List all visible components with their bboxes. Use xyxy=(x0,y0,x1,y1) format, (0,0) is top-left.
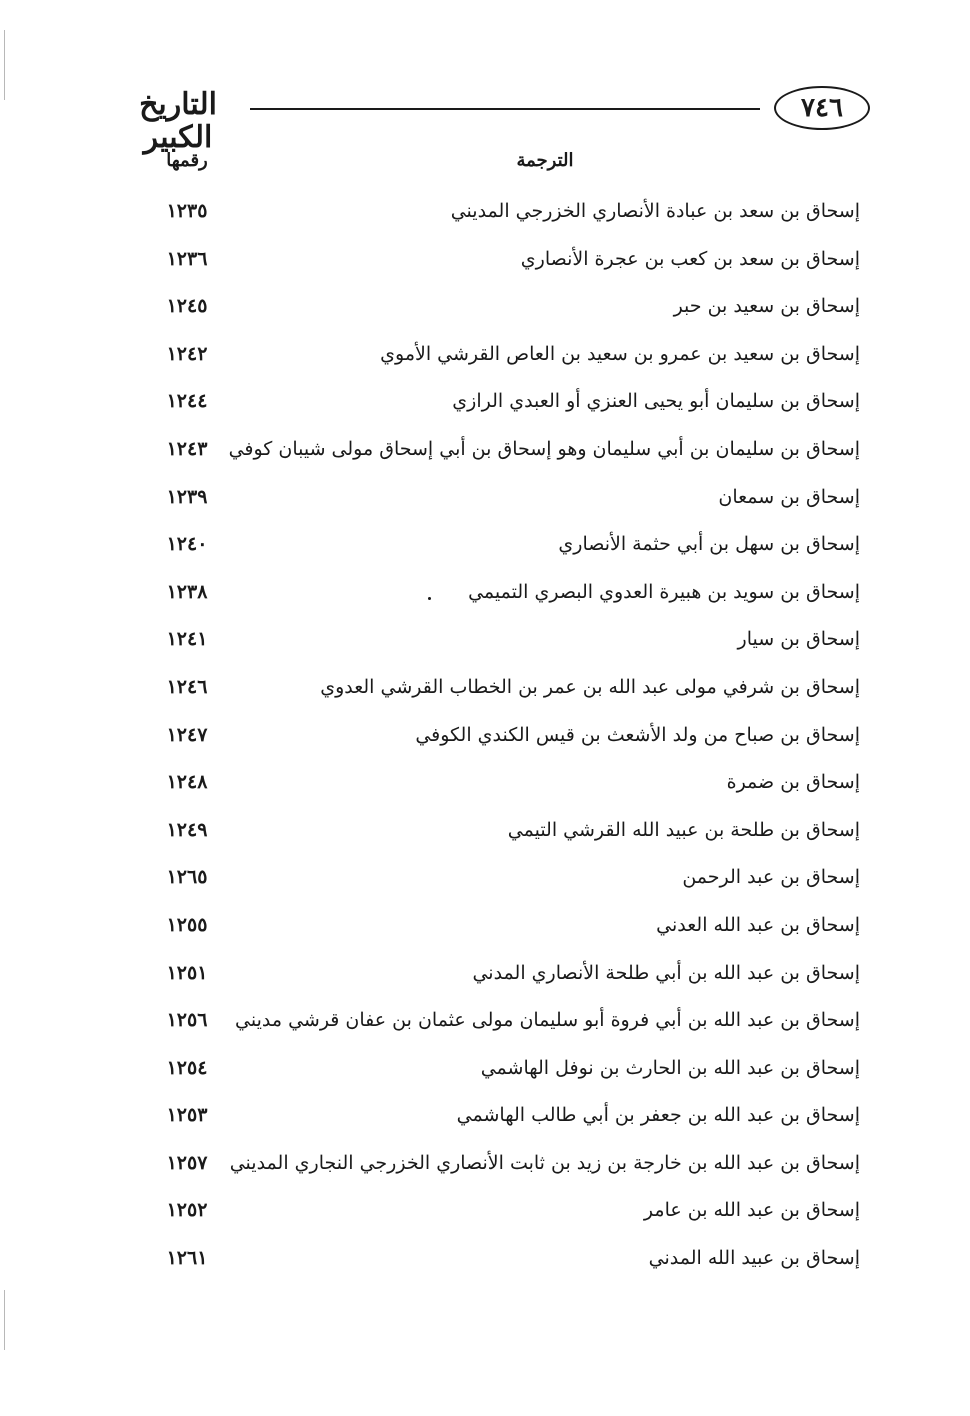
list-item xyxy=(160,339,860,387)
list-item xyxy=(160,1243,860,1291)
entry-number: ١٢٤٢ xyxy=(166,342,208,365)
list-item xyxy=(160,624,860,672)
entry-name: إسحاق بن سهل بن أبي حثمة الأنصاري xyxy=(558,533,860,556)
scan-edge-mark xyxy=(4,30,5,100)
entry-name: إسحاق بن سويد بن هبيرة العدوي البصري التميمي xyxy=(468,580,860,603)
entry-name: إسحاق بن عبيد الله المدني xyxy=(648,1247,860,1270)
entry-number: ١٢٤٤ xyxy=(166,390,208,413)
list-item xyxy=(160,1100,860,1148)
entry-name: إسحاق بن سعيد بن حبر xyxy=(673,295,860,318)
list-item xyxy=(160,1053,860,1101)
entry-name: إسحاق بن عبد الرحمن xyxy=(682,866,860,889)
entry-number: ١٢٤٥ xyxy=(166,295,208,318)
list-item xyxy=(160,291,860,339)
list-item xyxy=(160,862,860,910)
entry-number: ١٢٣٩ xyxy=(166,485,208,508)
entry-name: إسحاق بن طلحة بن عبيد الله القرشي التيمي xyxy=(507,818,860,841)
entry-name: إسحاق بن عبد الله بن أبي طلحة الأنصاري المدني xyxy=(472,961,860,984)
entry-number: ١٢٦١ xyxy=(166,1247,208,1270)
list-item xyxy=(160,482,860,530)
entry-number: ١٢٤٣ xyxy=(166,437,208,460)
name-column-header: الترجمة xyxy=(516,150,574,171)
running-title: التاريخ الكبير xyxy=(139,87,217,155)
entry-number: ١٢٤١ xyxy=(166,628,208,651)
entry-name: إسحاق بن سيار xyxy=(737,628,860,651)
list-item xyxy=(160,910,860,958)
list-item xyxy=(160,529,860,577)
entry-number: ١٢٥٣ xyxy=(166,1104,208,1127)
entry-name: إسحاق بن شرفي مولى عبد الله بن عمر بن الخطاب القرشي العدوي xyxy=(320,675,860,698)
entry-name: إسحاق بن عبد الله العدني xyxy=(656,913,860,936)
entry-number: ١٢٤٠ xyxy=(166,533,208,556)
entry-name: إسحاق بن عبد الله بن عامر xyxy=(643,1199,860,1222)
list-item xyxy=(160,720,860,768)
header-rule xyxy=(250,108,760,110)
entry-name: إسحاق بن سليمان أبو يحيى العنزي أو العبدي الرازي xyxy=(452,390,860,413)
entry-number: ١٢٦٥ xyxy=(166,866,208,889)
page-number-badge xyxy=(774,86,870,130)
list-item xyxy=(160,958,860,1006)
list-item xyxy=(160,815,860,863)
list-item xyxy=(160,1195,860,1243)
column-headers xyxy=(160,150,860,180)
number-column-header: رقمها xyxy=(166,150,208,171)
list-item xyxy=(160,196,860,244)
entry-name: إسحاق بن عبد الله بن خارجة بن زيد بن ثابت الأنصاري الخزرجي النجاري المديني xyxy=(229,1151,860,1174)
entry-number: ١٢٥٥ xyxy=(166,913,208,936)
entry-name: إسحاق بن ضمرة xyxy=(726,771,860,794)
list-item xyxy=(160,1148,860,1196)
list-item xyxy=(160,244,860,292)
list-item xyxy=(160,767,860,815)
entry-name: إسحاق بن عبد الله بن الحارث بن نوفل الهاشمي xyxy=(480,1056,860,1079)
entry-number: ١٢٣٥ xyxy=(166,200,208,222)
entry-number: ١٢٥٤ xyxy=(166,1056,208,1079)
entry-number: ١٢٥١ xyxy=(166,961,208,984)
entry-number: ١٢٤٦ xyxy=(166,675,208,698)
entry-number: ١٢٣٨ xyxy=(166,580,208,603)
stray-mark xyxy=(428,597,431,600)
page-number: ٧٤٦ xyxy=(801,93,843,123)
entry-number: ١٢٤٨ xyxy=(166,771,208,794)
entry-name: إسحاق بن سعد بن كعب بن عجرة الأنصاري xyxy=(520,247,860,270)
entry-name: إسحاق بن سعد بن عبادة الأنصاري الخزرجي المديني xyxy=(450,200,860,222)
entry-name: إسحاق بن صباح من ولد الأشعث بن قيس الكندي الكوفي xyxy=(415,723,860,746)
page-header xyxy=(110,86,870,155)
list-item xyxy=(160,1005,860,1053)
list-item xyxy=(160,434,860,482)
entry-number: ١٢٤٧ xyxy=(166,723,208,746)
entry-number: ١٢٥٦ xyxy=(166,1009,208,1032)
entry-number: ١٢٥٢ xyxy=(166,1199,208,1222)
list-item xyxy=(160,386,860,434)
entry-name: إسحاق بن عبد الله بن أبي فروة أبو سليمان مولى عثمان بن عفان قرشي مديني xyxy=(235,1009,860,1032)
entry-number: ١٢٤٩ xyxy=(166,818,208,841)
index-list xyxy=(160,196,860,1291)
scan-edge-mark xyxy=(4,1290,5,1350)
entry-number: ١٢٥٧ xyxy=(166,1151,208,1174)
entry-name: إسحاق بن سمعان xyxy=(718,485,860,508)
list-item xyxy=(160,672,860,720)
entry-name: إسحاق بن عبد الله بن جعفر بن أبي طالب الهاشمي xyxy=(456,1104,860,1127)
entry-name: إسحاق بن سعيد بن عمرو بن سعيد بن العاص القرشي الأموي xyxy=(380,342,860,365)
entry-number: ١٢٣٦ xyxy=(166,247,208,270)
list-item xyxy=(160,577,860,625)
entry-name: إسحاق بن سليمان بن أبي سليمان وهو إسحاق بن أبي إسحاق مولى شيبان كوفي xyxy=(228,437,860,460)
